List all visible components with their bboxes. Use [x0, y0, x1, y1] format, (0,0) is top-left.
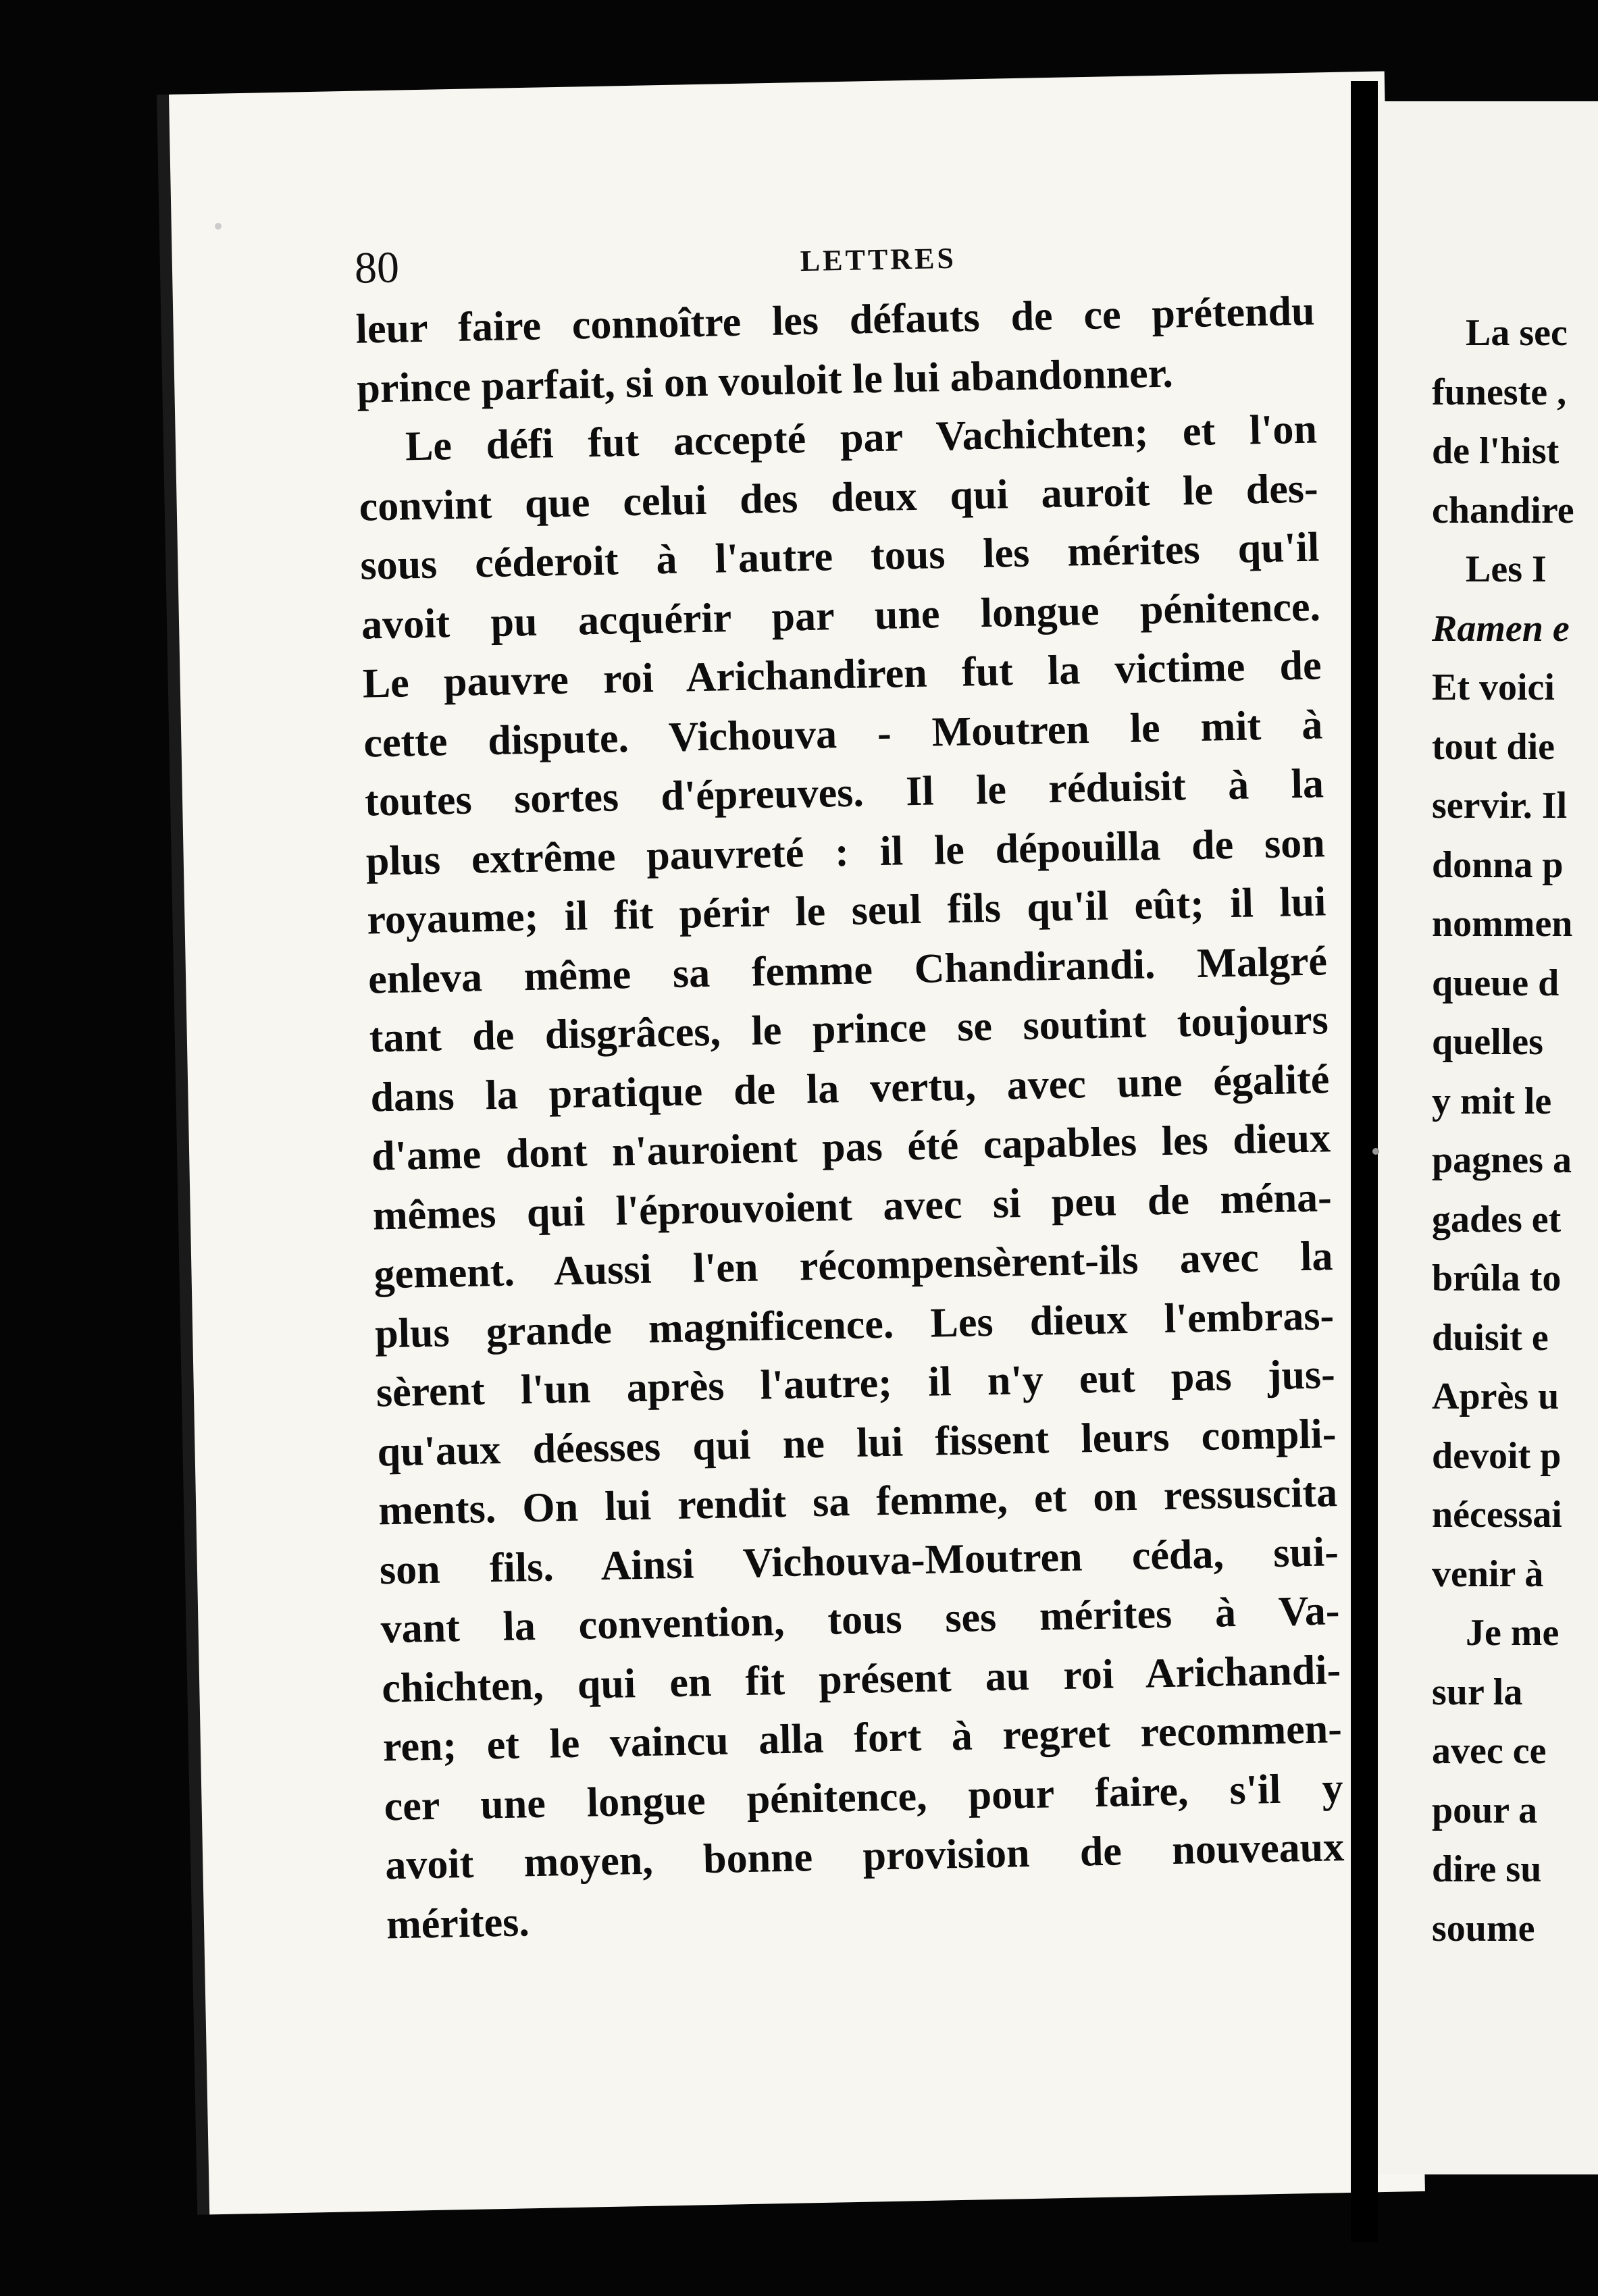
- text-line: tant de disgrâces, le prince se soutint toujours: [369, 997, 1329, 1062]
- scan-speck: [1372, 1148, 1379, 1155]
- book-gutter: [1351, 81, 1378, 2242]
- text-line: d'ame dont n'auroient pas été capables les dieux: [371, 1115, 1331, 1180]
- text-line: Et voici: [1432, 667, 1555, 708]
- text-line: avoit pu acquérir par une longue pénitence.: [361, 583, 1321, 648]
- text-line: Les I: [1466, 548, 1547, 590]
- text-line: plus grande magnificence. Les dieux l'embras-: [374, 1292, 1335, 1357]
- text-line: Je me: [1466, 1612, 1560, 1654]
- text-line: sur la: [1432, 1671, 1523, 1713]
- right-page: [1378, 101, 1598, 2174]
- text-line: quelles: [1432, 1021, 1543, 1063]
- text-line: gement. Aussi l'en récompensèrent-ils avec la: [373, 1233, 1333, 1298]
- text-line: prince parfait, si on vouloit le lui abandonner.: [356, 350, 1174, 412]
- text-line: qu'aux déesses qui ne lui fissent leurs compli-: [376, 1410, 1337, 1475]
- text-line: de l'hist: [1432, 430, 1560, 472]
- text-line: nécessai: [1432, 1494, 1562, 1536]
- text-line: Le défi fut accepté par Vachichten; et l'on: [405, 406, 1318, 470]
- text-line: queue d: [1432, 962, 1560, 1004]
- text-line: pagnes a: [1432, 1139, 1572, 1181]
- text-line: sèrent l'un après l'autre; il n'y eut pas jus-: [376, 1351, 1336, 1416]
- right-body-text: [1432, 304, 1598, 1958]
- body-text: [355, 282, 1346, 1954]
- text-line: Le pauvre roi Arichandiren fut la victime de: [362, 642, 1322, 707]
- text-line: avec ce: [1432, 1730, 1547, 1772]
- text-line: nommen: [1432, 903, 1573, 945]
- scan-speck: [215, 223, 222, 230]
- text-line: leur faire connoître les défauts de ce prétendu: [355, 288, 1316, 353]
- text-line: Après u: [1432, 1376, 1560, 1417]
- text-line: La sec: [1466, 312, 1568, 354]
- text-line: y mit le: [1432, 1080, 1552, 1122]
- text-line: donna p: [1432, 843, 1564, 886]
- text-line: enleva même sa femme Chandirandi. Malgré: [367, 937, 1328, 1003]
- text-line: devoit p: [1432, 1434, 1562, 1477]
- text-line: ren; et le vaincu alla fort à regret recommen-: [382, 1706, 1343, 1771]
- text-line: sous céderoit à l'autre tous les mérites qu'il: [359, 524, 1320, 589]
- text-line: avoit moyen, bonne provision de nouveaux: [384, 1824, 1345, 1889]
- text-line: dans la pratique de la vertu, avec une égalité: [369, 1055, 1330, 1121]
- text-line: plus extrême pauvreté : il le dépouilla de son: [365, 819, 1326, 885]
- text-line: cer une longue pénitence, pour faire, s'il y: [384, 1765, 1344, 1829]
- page-number: 80: [354, 242, 400, 293]
- text-line: pour a: [1432, 1789, 1538, 1831]
- text-line: brûla to: [1432, 1257, 1562, 1299]
- text-line: tout die: [1432, 725, 1555, 768]
- text-line: chichten, qui en fit présent au roi Arichandi-: [381, 1646, 1341, 1711]
- text-line: venir à: [1432, 1553, 1544, 1595]
- text-line: toutes sortes d'épreuves. Il le réduisit à la: [364, 760, 1324, 825]
- text-line: Ramen e: [1432, 607, 1570, 650]
- left-page: [169, 71, 1425, 2214]
- text-line: gades et: [1432, 1198, 1562, 1241]
- text-line: ments. On lui rendit sa femme, et on ressuscita: [378, 1469, 1338, 1534]
- text-line: duisit e: [1432, 1316, 1549, 1359]
- text-line: cette dispute. Vichouva - Moutren le mit à: [363, 701, 1323, 766]
- text-line: vant la convention, tous ses mérites à Va-: [380, 1588, 1341, 1652]
- text-line: soume: [1432, 1907, 1535, 1950]
- running-head: LETTRES: [800, 241, 957, 278]
- text-line: son fils. Ainsi Vichouva-Moutren céda, sui-: [379, 1528, 1339, 1593]
- text-line: mêmes qui l'éprouvoient avec si peu de ména-: [372, 1174, 1333, 1239]
- text-line: convint que celui des deux qui auroit le des-: [359, 465, 1319, 530]
- text-line: royaume; il fit périr le seul fils qu'il eût; il lui: [366, 879, 1326, 943]
- text-line: servir. Il: [1432, 785, 1568, 827]
- text-line: mérites.: [386, 1898, 530, 1948]
- text-line: funeste ,: [1432, 371, 1567, 413]
- text-line: dire su: [1432, 1848, 1542, 1890]
- text-line: chandire: [1432, 489, 1574, 531]
